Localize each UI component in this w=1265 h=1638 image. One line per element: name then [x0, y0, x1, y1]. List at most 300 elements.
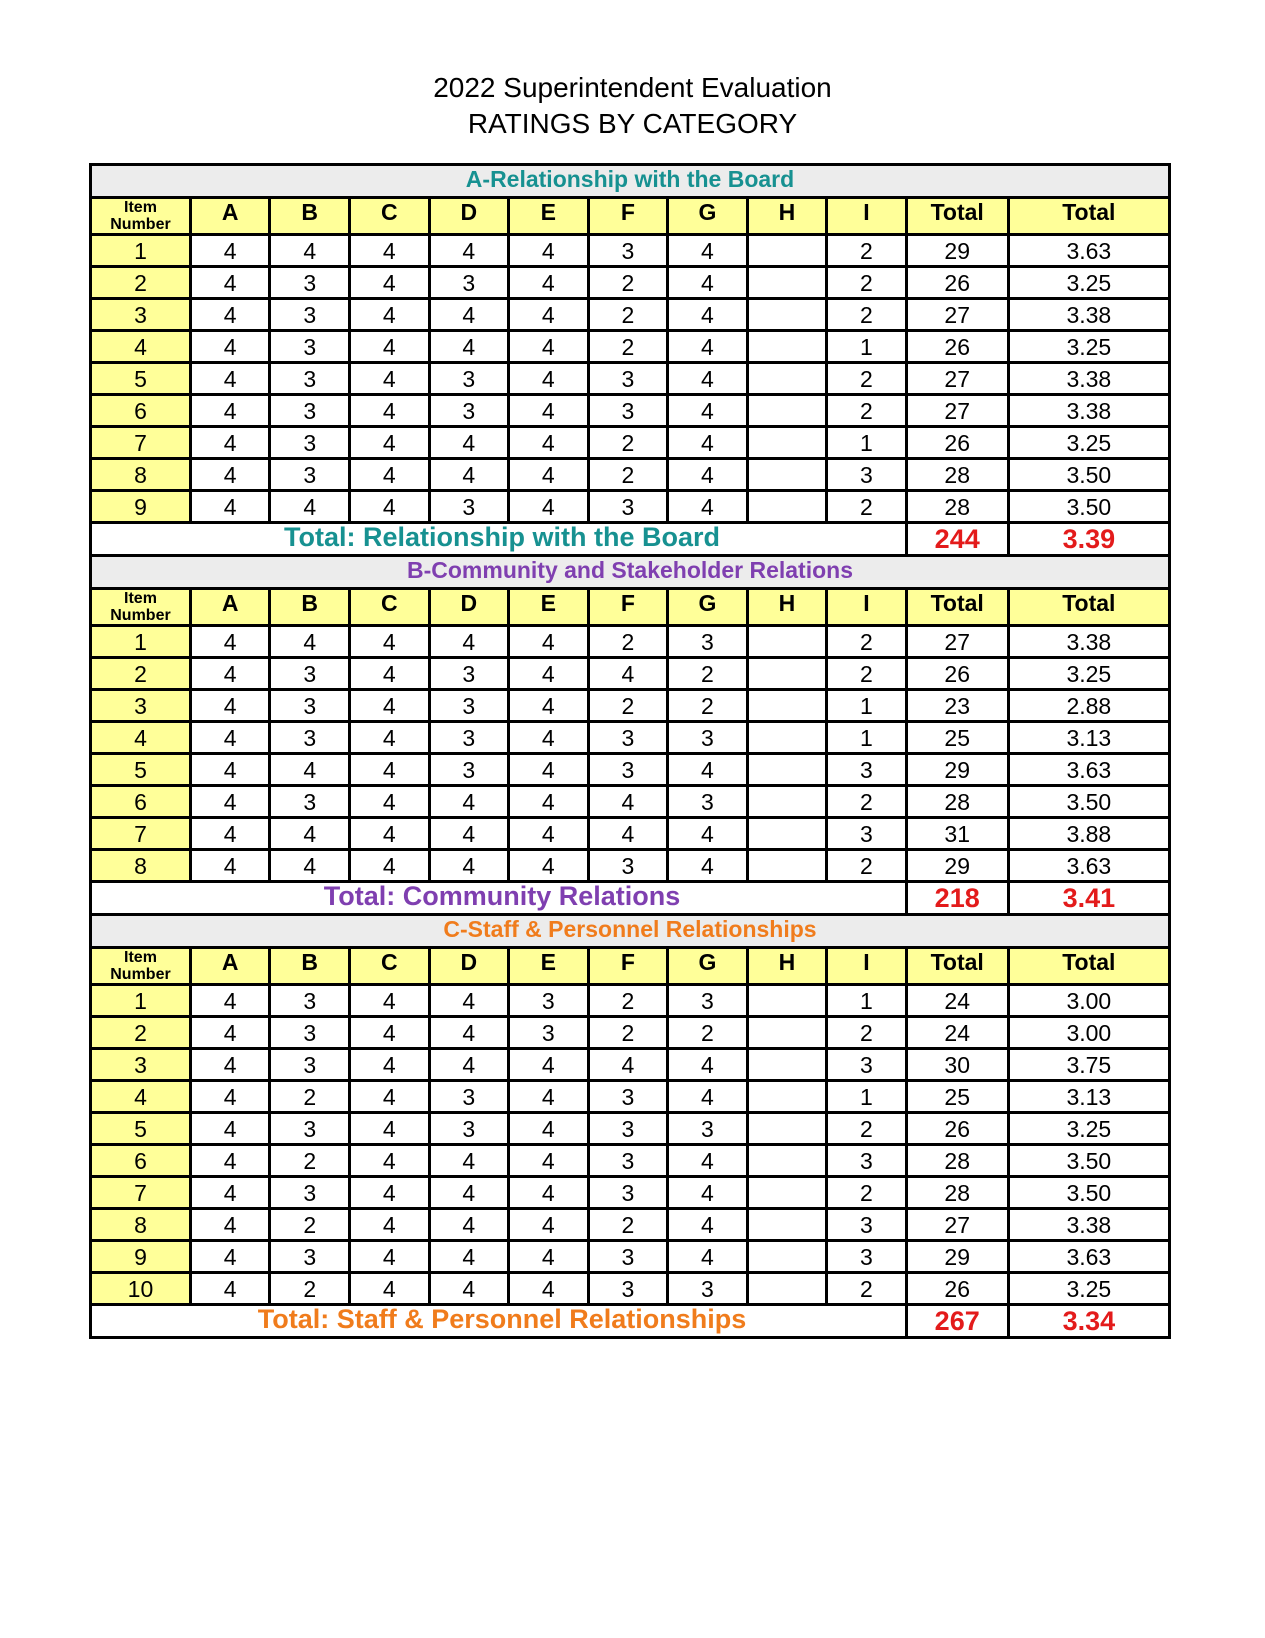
table-row: [91, 1177, 1170, 1209]
score-cell: 4: [668, 818, 748, 850]
score-cell: 1: [827, 985, 907, 1017]
row-average: 3.25: [1008, 267, 1169, 299]
score-cell: 3: [270, 363, 350, 395]
score-cell: 4: [190, 626, 270, 658]
table-row: [91, 1017, 1170, 1049]
row-total: 27: [906, 626, 1008, 658]
score-cell: 2: [588, 1017, 668, 1049]
score-cell: 3: [509, 1017, 589, 1049]
score-cell: 4: [190, 267, 270, 299]
section-total-average: 3.41: [1008, 882, 1169, 915]
score-cell: 1: [827, 331, 907, 363]
score-cell: 4: [190, 658, 270, 690]
score-cell: 4: [270, 818, 350, 850]
table-row: [91, 299, 1170, 331]
score-cell: 4: [429, 786, 509, 818]
score-cell: 4: [190, 850, 270, 882]
item-number: 5: [91, 1113, 191, 1145]
row-average: 3.38: [1008, 1209, 1169, 1241]
table-row: [91, 850, 1170, 882]
section-total-row: [91, 1305, 1170, 1338]
score-cell: 4: [350, 786, 430, 818]
score-cell: [747, 1241, 827, 1273]
item-number: 4: [91, 722, 191, 754]
score-cell: 2: [827, 786, 907, 818]
score-cell: [747, 1209, 827, 1241]
row-average: 3.25: [1008, 427, 1169, 459]
section-total-sum: 267: [906, 1305, 1008, 1338]
score-cell: 2: [668, 690, 748, 722]
score-cell: 3: [588, 491, 668, 523]
row-average: 3.50: [1008, 786, 1169, 818]
score-cell: [747, 1273, 827, 1305]
row-total: 26: [906, 1113, 1008, 1145]
score-cell: 2: [588, 985, 668, 1017]
score-cell: 4: [190, 459, 270, 491]
score-cell: 4: [588, 658, 668, 690]
section-total-row: [91, 882, 1170, 915]
score-cell: 4: [190, 299, 270, 331]
table-row: [91, 1049, 1170, 1081]
section-total-sum: 218: [906, 882, 1008, 915]
score-cell: 4: [270, 754, 350, 786]
score-cell: 3: [270, 299, 350, 331]
score-cell: 4: [429, 235, 509, 267]
score-cell: 4: [350, 1241, 430, 1273]
score-cell: 4: [668, 299, 748, 331]
column-header-rater: C: [350, 589, 430, 626]
score-cell: 2: [827, 1113, 907, 1145]
score-cell: 4: [509, 722, 589, 754]
row-total: 30: [906, 1049, 1008, 1081]
item-number: 1: [91, 985, 191, 1017]
row-total: 27: [906, 299, 1008, 331]
section-title: A-Relationship with the Board: [91, 165, 1170, 198]
score-cell: 4: [668, 1177, 748, 1209]
row-average: 3.00: [1008, 1017, 1169, 1049]
column-header-rater: H: [747, 948, 827, 985]
score-cell: 2: [827, 491, 907, 523]
column-header-rater: D: [429, 198, 509, 235]
score-cell: 3: [429, 491, 509, 523]
score-cell: 4: [429, 1177, 509, 1209]
row-average: 3.25: [1008, 331, 1169, 363]
column-header-rater: D: [429, 589, 509, 626]
row-average: 3.50: [1008, 491, 1169, 523]
score-cell: 4: [190, 722, 270, 754]
row-total: 29: [906, 850, 1008, 882]
item-number: 2: [91, 1017, 191, 1049]
score-cell: 4: [350, 690, 430, 722]
score-cell: 4: [429, 1049, 509, 1081]
row-average: 3.63: [1008, 1241, 1169, 1273]
score-cell: 4: [429, 818, 509, 850]
score-cell: 4: [350, 1145, 430, 1177]
table-row: [91, 626, 1170, 658]
score-cell: 3: [588, 395, 668, 427]
column-header-rater: E: [509, 948, 589, 985]
section-total-label: [91, 882, 907, 915]
table-row: [91, 786, 1170, 818]
row-total: 26: [906, 1273, 1008, 1305]
score-cell: 2: [827, 1273, 907, 1305]
score-cell: 4: [509, 235, 589, 267]
score-cell: 4: [350, 658, 430, 690]
score-cell: 2: [588, 1209, 668, 1241]
score-cell: [747, 1113, 827, 1145]
score-cell: 4: [350, 1177, 430, 1209]
section-header: [91, 556, 1170, 589]
score-cell: 3: [270, 1241, 350, 1273]
item-number: 8: [91, 459, 191, 491]
score-cell: 4: [350, 395, 430, 427]
score-cell: 3: [270, 1049, 350, 1081]
column-header-total: Total: [906, 589, 1008, 626]
column-header-rater: H: [747, 589, 827, 626]
score-cell: 4: [190, 1273, 270, 1305]
score-cell: 3: [270, 985, 350, 1017]
column-header-rater: H: [747, 198, 827, 235]
score-cell: 2: [588, 331, 668, 363]
score-cell: 2: [827, 850, 907, 882]
score-cell: 2: [827, 395, 907, 427]
column-header-average: Total: [1008, 948, 1169, 985]
score-cell: [747, 690, 827, 722]
item-number: 4: [91, 331, 191, 363]
item-number: 4: [91, 1081, 191, 1113]
column-header-rater: I: [827, 198, 907, 235]
score-cell: 2: [270, 1145, 350, 1177]
score-cell: 4: [350, 1017, 430, 1049]
score-cell: 4: [190, 1017, 270, 1049]
score-cell: 3: [429, 267, 509, 299]
table-row: [91, 427, 1170, 459]
score-cell: 4: [350, 267, 430, 299]
score-cell: 3: [270, 1017, 350, 1049]
score-cell: 3: [668, 722, 748, 754]
score-cell: 4: [668, 427, 748, 459]
row-average: 3.38: [1008, 363, 1169, 395]
row-average: 3.38: [1008, 395, 1169, 427]
item-number: 7: [91, 427, 191, 459]
column-header-rater: F: [588, 948, 668, 985]
score-cell: 3: [588, 850, 668, 882]
score-cell: 4: [350, 331, 430, 363]
section-total-label: [91, 523, 907, 556]
score-cell: 3: [668, 985, 748, 1017]
row-total: 29: [906, 754, 1008, 786]
score-cell: 4: [429, 299, 509, 331]
score-cell: 4: [509, 331, 589, 363]
score-cell: [747, 1177, 827, 1209]
table-row: [91, 1241, 1170, 1273]
table-row: [91, 459, 1170, 491]
item-number: 7: [91, 1177, 191, 1209]
score-cell: 4: [509, 786, 589, 818]
score-cell: 3: [270, 1113, 350, 1145]
score-cell: 3: [588, 1241, 668, 1273]
column-header-total: Total: [906, 948, 1008, 985]
score-cell: 4: [190, 427, 270, 459]
score-cell: 4: [509, 818, 589, 850]
row-total: 23: [906, 690, 1008, 722]
score-cell: 4: [190, 395, 270, 427]
score-cell: 2: [588, 299, 668, 331]
table-row: [91, 658, 1170, 690]
row-total: 24: [906, 985, 1008, 1017]
column-header-item-number: Item Number: [91, 198, 191, 235]
score-cell: 2: [827, 267, 907, 299]
score-cell: 4: [429, 1241, 509, 1273]
table-row: [91, 754, 1170, 786]
score-cell: 4: [668, 491, 748, 523]
row-total: 28: [906, 491, 1008, 523]
score-cell: 2: [588, 427, 668, 459]
score-cell: [747, 985, 827, 1017]
score-cell: 4: [509, 850, 589, 882]
column-header-rater: B: [270, 198, 350, 235]
table-row: [91, 235, 1170, 267]
row-average: 3.63: [1008, 754, 1169, 786]
score-cell: 2: [668, 1017, 748, 1049]
row-total: 31: [906, 818, 1008, 850]
section-header: [91, 165, 1170, 198]
score-cell: 4: [270, 626, 350, 658]
score-cell: 4: [429, 459, 509, 491]
score-cell: 4: [190, 1113, 270, 1145]
table-row: [91, 331, 1170, 363]
score-cell: [747, 267, 827, 299]
row-average: 3.50: [1008, 1145, 1169, 1177]
row-average: 3.63: [1008, 235, 1169, 267]
score-cell: 3: [429, 658, 509, 690]
document-title: 2022 Superintendent Evaluation: [433, 72, 832, 103]
section-total-sum: 244: [906, 523, 1008, 556]
row-average: 3.25: [1008, 1113, 1169, 1145]
score-cell: 3: [270, 459, 350, 491]
section-title: C-Staff & Personnel Relationships: [91, 915, 1170, 948]
score-cell: 3: [270, 722, 350, 754]
score-cell: 3: [270, 786, 350, 818]
column-header-rater: G: [668, 948, 748, 985]
score-cell: 4: [350, 1209, 430, 1241]
column-header-rater: E: [509, 589, 589, 626]
row-average: 3.75: [1008, 1049, 1169, 1081]
score-cell: 4: [509, 1049, 589, 1081]
score-cell: 3: [429, 395, 509, 427]
table-row: [91, 267, 1170, 299]
score-cell: 3: [588, 1145, 668, 1177]
column-header-rater: I: [827, 589, 907, 626]
score-cell: 3: [270, 427, 350, 459]
score-cell: [747, 331, 827, 363]
score-cell: 4: [350, 1081, 430, 1113]
column-header-row: [91, 589, 1170, 626]
score-cell: [747, 235, 827, 267]
score-cell: 2: [827, 235, 907, 267]
item-number: 6: [91, 1145, 191, 1177]
section-total-average: 3.34: [1008, 1305, 1169, 1338]
score-cell: 4: [350, 363, 430, 395]
column-header-item-number: Item Number: [91, 589, 191, 626]
score-cell: 4: [509, 427, 589, 459]
score-cell: 2: [270, 1273, 350, 1305]
item-number: 8: [91, 850, 191, 882]
score-cell: 4: [350, 459, 430, 491]
score-cell: 4: [668, 331, 748, 363]
row-average: 3.50: [1008, 1177, 1169, 1209]
score-cell: 1: [827, 1081, 907, 1113]
score-cell: 4: [509, 1177, 589, 1209]
row-total: 28: [906, 1177, 1008, 1209]
row-average: 3.50: [1008, 459, 1169, 491]
ratings-table: [89, 163, 1171, 1339]
score-cell: 4: [509, 299, 589, 331]
score-cell: 3: [588, 1177, 668, 1209]
column-header-rater: C: [350, 948, 430, 985]
score-cell: 3: [588, 722, 668, 754]
row-total: 27: [906, 1209, 1008, 1241]
score-cell: 4: [350, 1113, 430, 1145]
row-total: 25: [906, 722, 1008, 754]
column-header-total: Total: [906, 198, 1008, 235]
row-average: 3.13: [1008, 1081, 1169, 1113]
score-cell: 4: [190, 1049, 270, 1081]
row-total: 29: [906, 235, 1008, 267]
score-cell: 3: [429, 690, 509, 722]
score-cell: 3: [668, 1113, 748, 1145]
score-cell: 3: [827, 1049, 907, 1081]
score-cell: 3: [588, 754, 668, 786]
row-average: 3.88: [1008, 818, 1169, 850]
score-cell: 2: [588, 690, 668, 722]
score-cell: 2: [588, 626, 668, 658]
column-header-rater: G: [668, 198, 748, 235]
score-cell: 4: [509, 658, 589, 690]
row-average: 2.88: [1008, 690, 1169, 722]
score-cell: 4: [350, 850, 430, 882]
row-total: 25: [906, 1081, 1008, 1113]
column-header-row: [91, 198, 1170, 235]
score-cell: 3: [668, 786, 748, 818]
score-cell: 3: [588, 235, 668, 267]
score-cell: 3: [827, 1145, 907, 1177]
score-cell: 4: [190, 1209, 270, 1241]
item-number: 3: [91, 299, 191, 331]
score-cell: 3: [270, 267, 350, 299]
score-cell: [747, 786, 827, 818]
score-cell: 2: [270, 1081, 350, 1113]
section-total-label-text: Total: Staff & Personnel Relationships: [257, 1304, 747, 1334]
score-cell: 4: [429, 1145, 509, 1177]
item-number: 2: [91, 658, 191, 690]
item-number: 7: [91, 818, 191, 850]
column-header-rater: G: [668, 589, 748, 626]
row-average: 3.13: [1008, 722, 1169, 754]
table-row: [91, 1081, 1170, 1113]
column-header-rater: I: [827, 948, 907, 985]
score-cell: 2: [588, 267, 668, 299]
item-number: 6: [91, 786, 191, 818]
score-cell: 4: [668, 1209, 748, 1241]
row-total: 29: [906, 1241, 1008, 1273]
score-cell: 4: [350, 626, 430, 658]
score-cell: 4: [429, 331, 509, 363]
score-cell: 4: [350, 427, 430, 459]
score-cell: 3: [827, 1241, 907, 1273]
row-total: 24: [906, 1017, 1008, 1049]
score-cell: [747, 722, 827, 754]
score-cell: [747, 626, 827, 658]
section-total-row: [91, 523, 1170, 556]
row-total: 26: [906, 658, 1008, 690]
score-cell: 4: [190, 690, 270, 722]
score-cell: 3: [429, 363, 509, 395]
item-number: 6: [91, 395, 191, 427]
column-header-rater: D: [429, 948, 509, 985]
column-header-average: Total: [1008, 589, 1169, 626]
item-number: 9: [91, 491, 191, 523]
score-cell: 3: [509, 985, 589, 1017]
score-cell: 4: [509, 1209, 589, 1241]
score-cell: 4: [668, 1049, 748, 1081]
column-header-rater: C: [350, 198, 430, 235]
score-cell: 4: [190, 363, 270, 395]
table-row: [91, 985, 1170, 1017]
score-cell: 4: [668, 850, 748, 882]
score-cell: [747, 459, 827, 491]
score-cell: 4: [350, 818, 430, 850]
score-cell: 2: [668, 658, 748, 690]
score-cell: 4: [509, 395, 589, 427]
score-cell: 4: [668, 395, 748, 427]
score-cell: 4: [509, 626, 589, 658]
score-cell: 4: [509, 754, 589, 786]
table-row: [91, 1209, 1170, 1241]
score-cell: 2: [827, 363, 907, 395]
score-cell: 3: [827, 754, 907, 786]
table-row: [91, 818, 1170, 850]
score-cell: 4: [668, 459, 748, 491]
score-cell: 4: [429, 985, 509, 1017]
score-cell: 3: [588, 1273, 668, 1305]
score-cell: 4: [429, 850, 509, 882]
score-cell: 3: [827, 818, 907, 850]
row-total: 28: [906, 786, 1008, 818]
column-header-row: [91, 948, 1170, 985]
score-cell: [747, 1081, 827, 1113]
score-cell: 4: [588, 818, 668, 850]
score-cell: 3: [588, 363, 668, 395]
score-cell: 4: [668, 1241, 748, 1273]
score-cell: 4: [588, 1049, 668, 1081]
score-cell: 4: [270, 235, 350, 267]
score-cell: [747, 395, 827, 427]
score-cell: [747, 491, 827, 523]
section-total-label-text: Total: Relationship with the Board: [284, 522, 720, 552]
item-number: 3: [91, 1049, 191, 1081]
column-header-rater: A: [190, 948, 270, 985]
row-total: 26: [906, 331, 1008, 363]
score-cell: 2: [827, 1017, 907, 1049]
table-row: [91, 1273, 1170, 1305]
score-cell: 3: [270, 331, 350, 363]
score-cell: 3: [429, 754, 509, 786]
score-cell: 3: [429, 1081, 509, 1113]
row-total: 28: [906, 459, 1008, 491]
score-cell: 4: [429, 1017, 509, 1049]
score-cell: [747, 363, 827, 395]
